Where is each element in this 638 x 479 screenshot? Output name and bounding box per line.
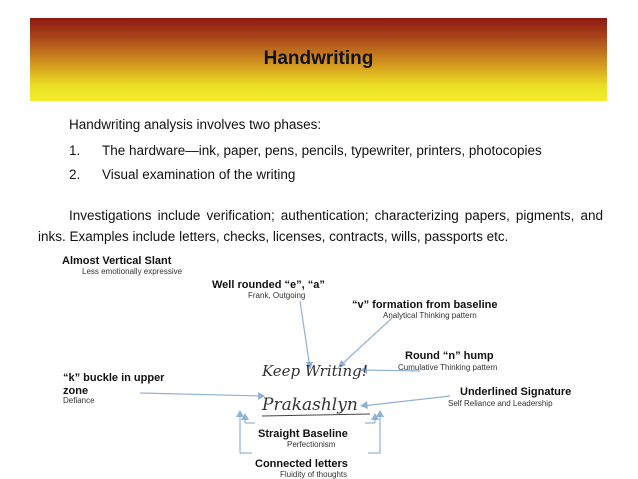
intro-text: Handwriting analysis involves two phases: bbox=[69, 117, 322, 132]
label-underlined-signature: Underlined Signature bbox=[460, 386, 572, 398]
label-round-n-hump: Round “n” hump bbox=[405, 350, 494, 362]
phase-item-2 bbox=[69, 167, 295, 182]
label-straight-baseline: Straight Baseline bbox=[258, 428, 348, 440]
phase-number: 1. bbox=[69, 143, 81, 158]
phase-item-1 bbox=[69, 143, 542, 158]
sub-connected-letters: Fluidity of thoughts bbox=[280, 470, 348, 479]
handwriting-diagram bbox=[0, 248, 638, 479]
sub-round-n-hump: Cumulative Thinking pattern bbox=[398, 363, 498, 372]
sub-rounded-e-a: Frank, Outgoing bbox=[248, 291, 306, 300]
label-rounded-e-a: Well rounded “e”, “a” bbox=[212, 279, 325, 291]
investigations-paragraph: Investigations include verification; authentication; characterizing papers, pigments, and inks. Examples include letters, checks, licenses, contracts, wills, passports etc. bbox=[38, 208, 603, 244]
sub-v-formation: Analytical Thinking pattern bbox=[383, 311, 477, 320]
phase-text: Visual examination of the writing bbox=[102, 167, 296, 182]
phase-text: The hardware—ink, paper, pens, pencils, typewriter, printers, photocopies bbox=[102, 143, 542, 158]
label-k-buckle-line1: “k” buckle in upper bbox=[63, 372, 165, 384]
label-v-formation: “v” formation from baseline bbox=[352, 299, 498, 311]
sub-vertical-slant: Less emotionally expressive bbox=[82, 267, 183, 276]
sub-underlined-signature: Self Reliance and Leadership bbox=[448, 399, 553, 408]
slide-title: Handwriting bbox=[263, 48, 374, 69]
handwriting-sample: Keep Writing! bbox=[262, 362, 368, 380]
label-connected-letters: Connected letters bbox=[255, 458, 348, 470]
sub-k-buckle: Defiance bbox=[63, 396, 95, 405]
signature-sample: Prakashlyn bbox=[262, 395, 358, 415]
label-k-buckle-line2: zone bbox=[63, 385, 89, 397]
phase-number: 2. bbox=[69, 167, 81, 182]
sub-straight-baseline: Perfectionism bbox=[287, 440, 336, 449]
label-vertical-slant: Almost Vertical Slant bbox=[62, 255, 172, 267]
